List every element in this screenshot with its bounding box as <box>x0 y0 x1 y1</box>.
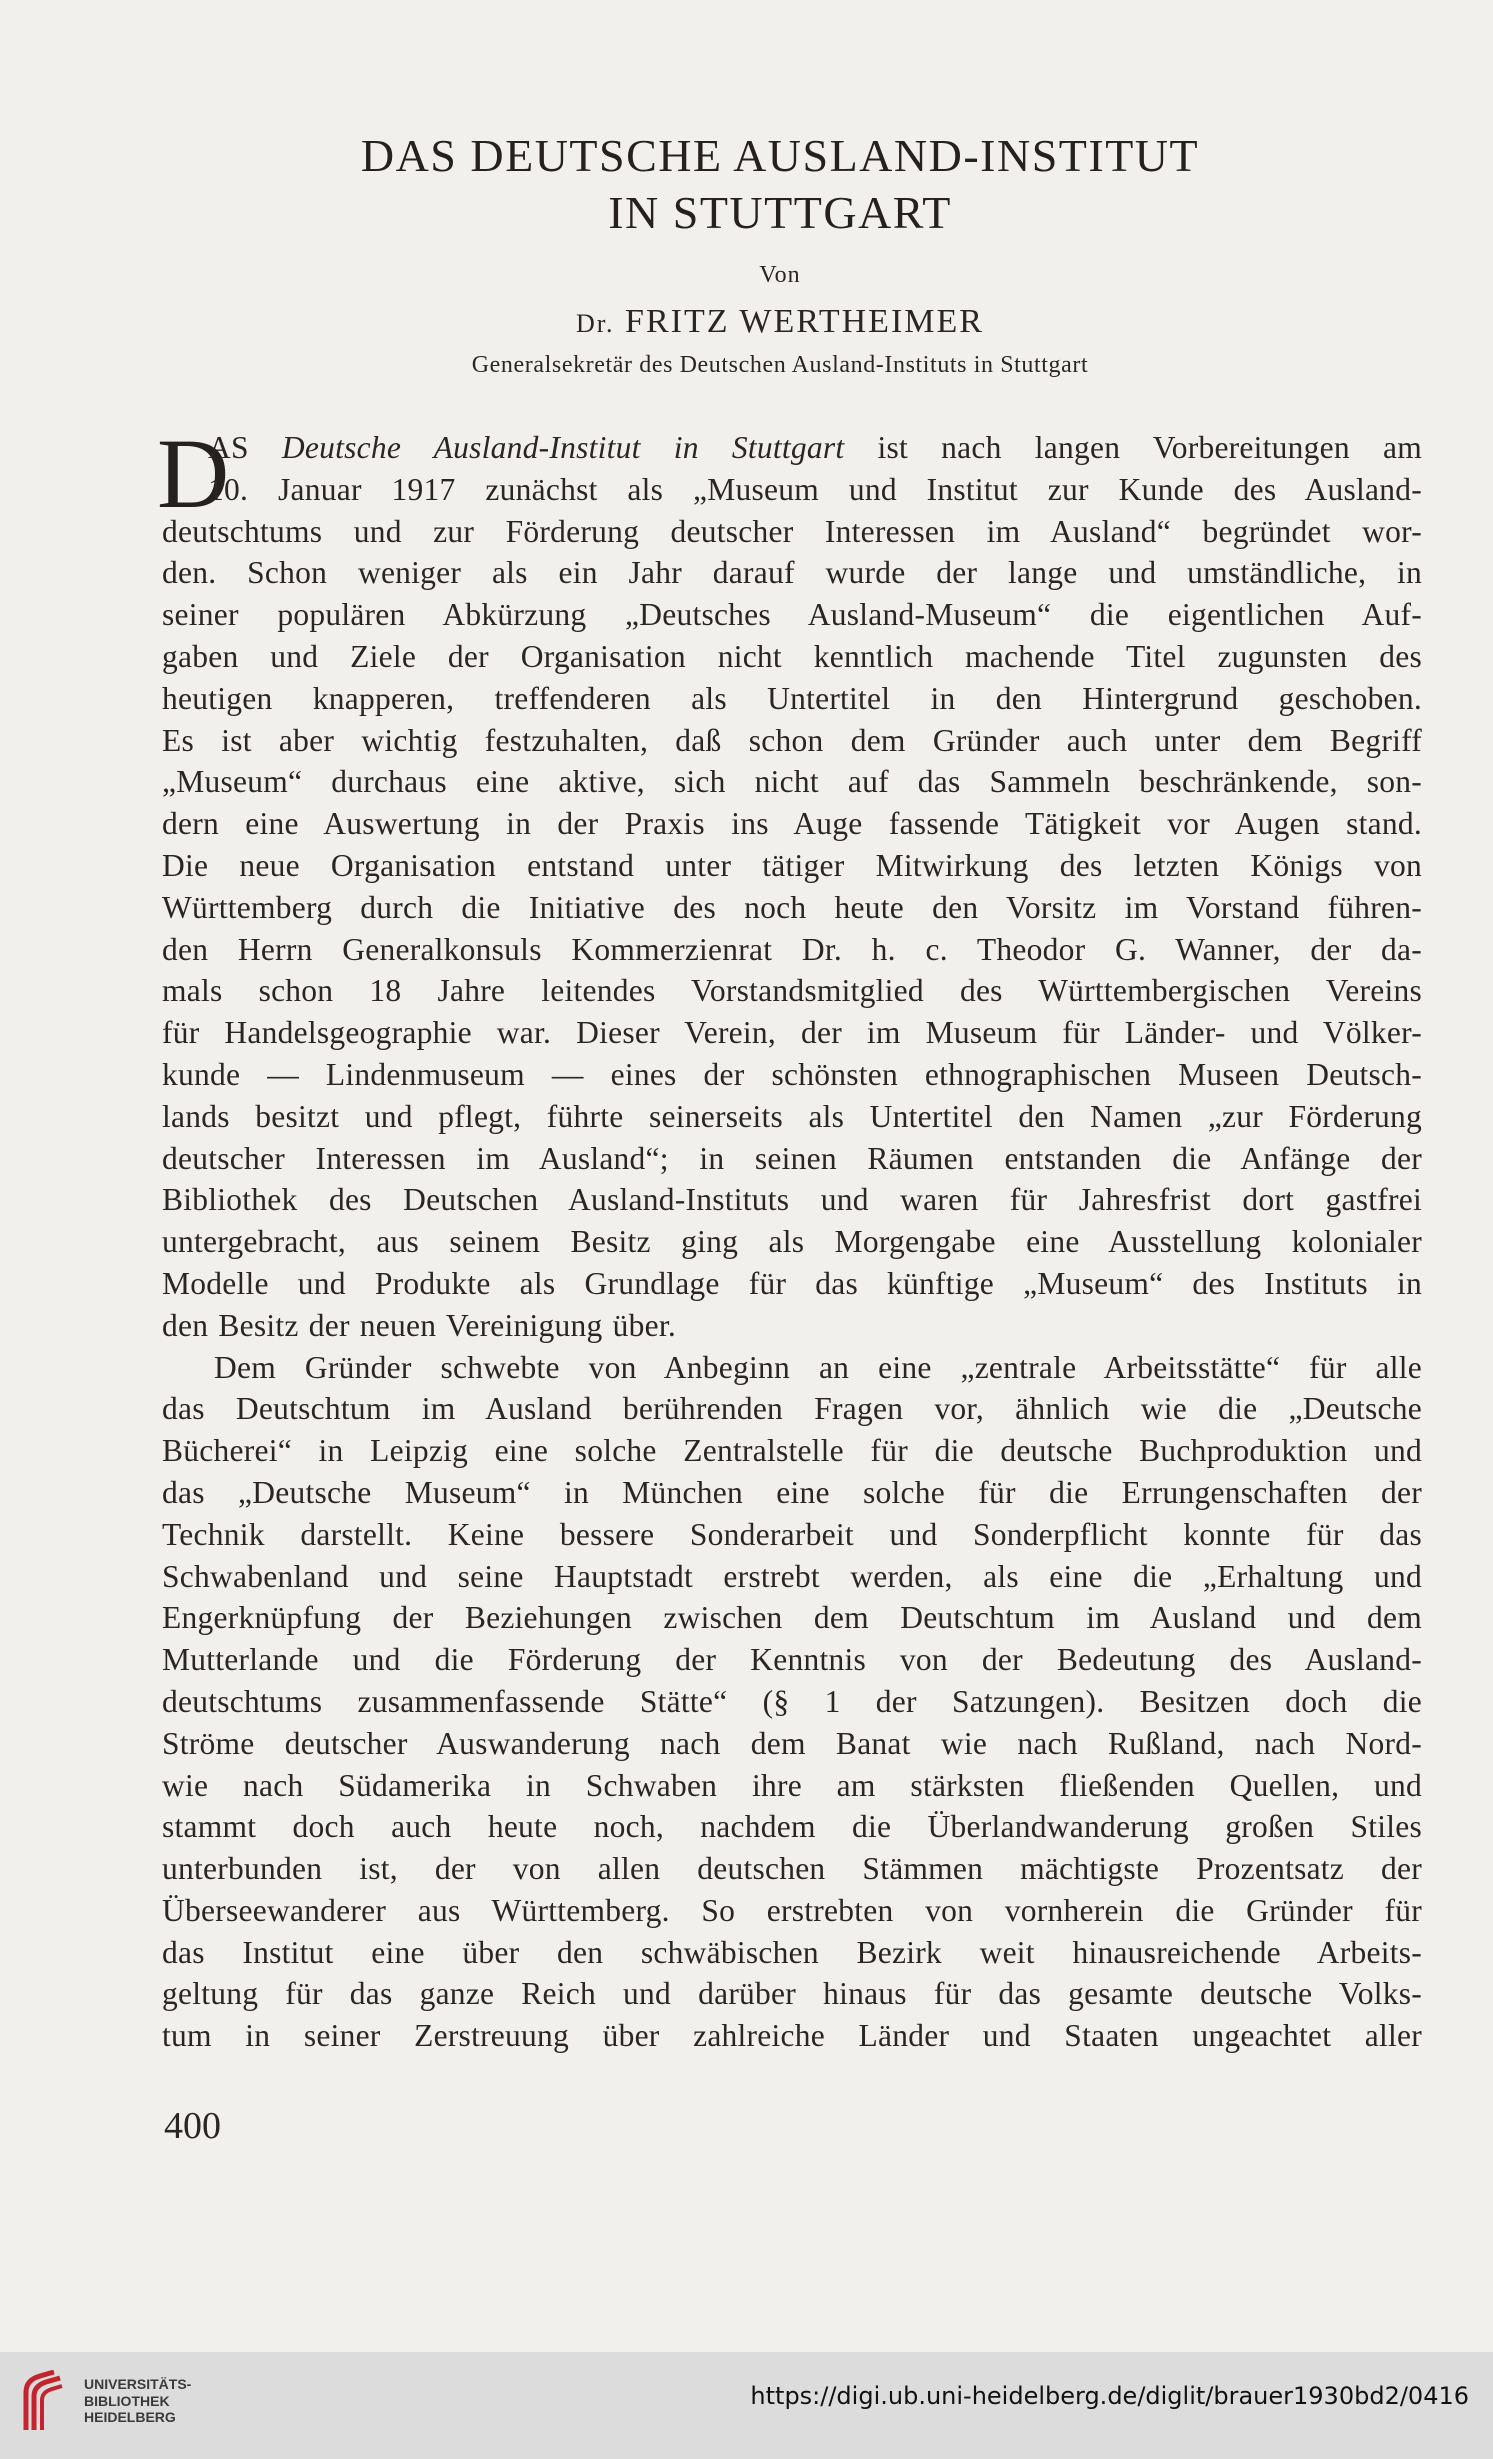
text-line: unterbunden ist, der von allen deutschen Stämmen mächtigste Prozentsatz der <box>162 1851 1422 1887</box>
text-line: Schwabenland und seine Hauptstadt erstrebt werden, als eine die „Erhaltung und <box>162 1558 1422 1594</box>
library-name-line-2: BIBLIOTHEK <box>84 2392 170 2409</box>
university-library-logo-icon[interactable] <box>20 2370 64 2436</box>
drop-cap: D <box>157 418 230 529</box>
text-line: tum in seiner Zerstreuung über zahlreiche Länder und Staaten ungeachtet aller <box>162 2018 1422 2054</box>
text-line: „Museum“ durchaus eine aktive, sich nicht auf das Sammeln beschränkende, son- <box>162 764 1422 800</box>
text-line: stammt doch auch heute noch, nachdem die Überlandwanderung großen Stiles <box>162 1809 1422 1845</box>
text-line: heutigen knapperen, treffenderen als Untertitel in den Hintergrund geschoben. <box>162 680 1422 716</box>
text-line: lands besitzt und pflegt, führte seinerseits als Untertitel den Namen „zur Förderung <box>162 1098 1422 1134</box>
text-line: Engerknüpfung der Beziehungen zwischen dem Deutschtum im Ausland und dem <box>162 1600 1422 1636</box>
text-line: deutscher Interessen im Ausland“; in seinen Räumen entstanden die Anfänge der <box>162 1140 1422 1176</box>
text-line: 10. Januar 1917 zunächst als „Museum und Institut zur Kunde des Ausland- <box>208 471 1422 507</box>
text-line: den. Schon weniger als ein Jahr darauf wurde der lange und umständliche, in <box>162 555 1422 591</box>
library-name-line-1: UNIVERSITÄTS- <box>84 2376 192 2392</box>
text-line: Bibliothek des Deutschen Ausland-Instituts und waren für Jahresfrist dort gastfrei <box>162 1182 1422 1218</box>
author-name <box>0 303 1493 341</box>
text-line: seiner populären Abkürzung „Deutsches Ausland-Museum“ die eigentlichen Auf- <box>162 597 1422 633</box>
institute-name-italic: Deutsche Ausland-Institut in Stuttgart <box>281 430 845 465</box>
text-line: untergebracht, aus seinem Besitz ging als Morgengabe eine Ausstellung kolonialer <box>162 1224 1422 1260</box>
text-line: den Herrn Generalkonsuls Kommerzienrat Dr. h. c. Theodor G. Wanner, der da- <box>162 931 1422 967</box>
text-line: AS Deutsche Ausland-Institut in Stuttgart ist nach langen Vorbereitungen am <box>208 430 1422 465</box>
text-line: wie nach Südamerika in Schwaben ihre am stärksten fließenden Quellen, und <box>162 1767 1422 1803</box>
viewer-footer <box>0 2352 1493 2459</box>
text-line: Überseewanderer aus Württemberg. So erstrebten von vornherein die Gründer für <box>162 1892 1422 1928</box>
text-line: den Besitz der neuen Vereinigung über. <box>162 1307 677 1343</box>
text-line: dern eine Auswertung in der Praxis ins Auge fassende Tätigkeit vor Augen stand. <box>162 806 1422 842</box>
text-line: gaben und Ziele der Organisation nicht kenntlich machende Titel zugunsten des <box>162 638 1422 674</box>
page-number: 400 <box>164 2105 221 2147</box>
text-line: Technik darstellt. Keine bessere Sonderarbeit und Sonderpflicht konnte für das <box>162 1516 1422 1552</box>
article-body <box>162 427 1422 2057</box>
text-line: Die neue Organisation entstand unter tätiger Mitwirkung des letzten Königs von <box>162 847 1422 883</box>
text-line: das Institut eine über den schwäbischen Bezirk weit hinausreichende Arbeits- <box>162 1934 1422 1970</box>
text-line: Bücherei“ in Leipzig eine solche Zentralstelle für die deutsche Buchproduktion und <box>162 1433 1422 1469</box>
text-line: Ströme deutscher Auswanderung nach dem Banat wie nach Rußland, nach Nord- <box>162 1725 1422 1761</box>
text-line: das Deutschtum im Ausland berührenden Fragen vor, ähnlich wie die „Deutsche <box>162 1391 1422 1427</box>
author-title: Dr. <box>576 309 615 338</box>
text-line: deutschtums und zur Förderung deutscher Interessen im Ausland“ begründet wor- <box>162 513 1422 549</box>
library-name[interactable] <box>84 2376 191 2426</box>
text-line: mals schon 18 Jahre leitendes Vorstandsmitglied des Württembergischen Vereins <box>162 973 1422 1009</box>
text-line: Dem Gründer schwebte von Anbeginn an eine „zentrale Arbeitsstätte“ für alle <box>214 1349 1422 1385</box>
text-line: kunde — Lindenmuseum — eines der schönsten ethnographischen Museen Deutsch- <box>162 1056 1422 1092</box>
byline-von: Von <box>759 262 801 288</box>
text-line: Modelle und Produkte als Grundlage für das künftige „Museum“ des Instituts in <box>162 1265 1422 1301</box>
article-title-line-1: DAS DEUTSCHE AUSLAND-INSTITUT <box>360 130 1200 181</box>
library-name-line-3: HEIDELBERG <box>84 2409 176 2425</box>
author-affiliation: Generalsekretär des Deutschen Ausland-Instituts in Stuttgart <box>471 352 1089 378</box>
text-line: Mutterlande und die Förderung der Kenntnis von der Bedeutung des Ausland- <box>162 1642 1422 1678</box>
author-fullname: FRITZ WERTHEIMER <box>625 303 984 340</box>
text-line: geltung für das ganze Reich und darüber hinaus für das gesamte deutsche Volks- <box>162 1976 1422 2012</box>
text-line: das „Deutsche Museum“ in München eine solche für die Errungenschaften der <box>162 1474 1422 1510</box>
permalink-url[interactable]: https://digi.ub.uni-heidelberg.de/diglit/brauer1930bd2/0416 <box>750 2382 1469 2410</box>
text-line: Es ist aber wichtig festzuhalten, daß schon dem Gründer auch unter dem Begriff <box>162 722 1422 758</box>
article-title-line-2: IN STUTTGART <box>608 187 952 238</box>
text-line: für Handelsgeographie war. Dieser Verein, der im Museum für Länder- und Völker- <box>162 1015 1422 1051</box>
text-line: Württemberg durch die Initiative des noch heute den Vorsitz im Vorstand führen- <box>162 889 1422 925</box>
text-line: deutschtums zusammenfassende Stätte“ (§ 1 der Satzungen). Besitzen doch die <box>162 1683 1422 1719</box>
